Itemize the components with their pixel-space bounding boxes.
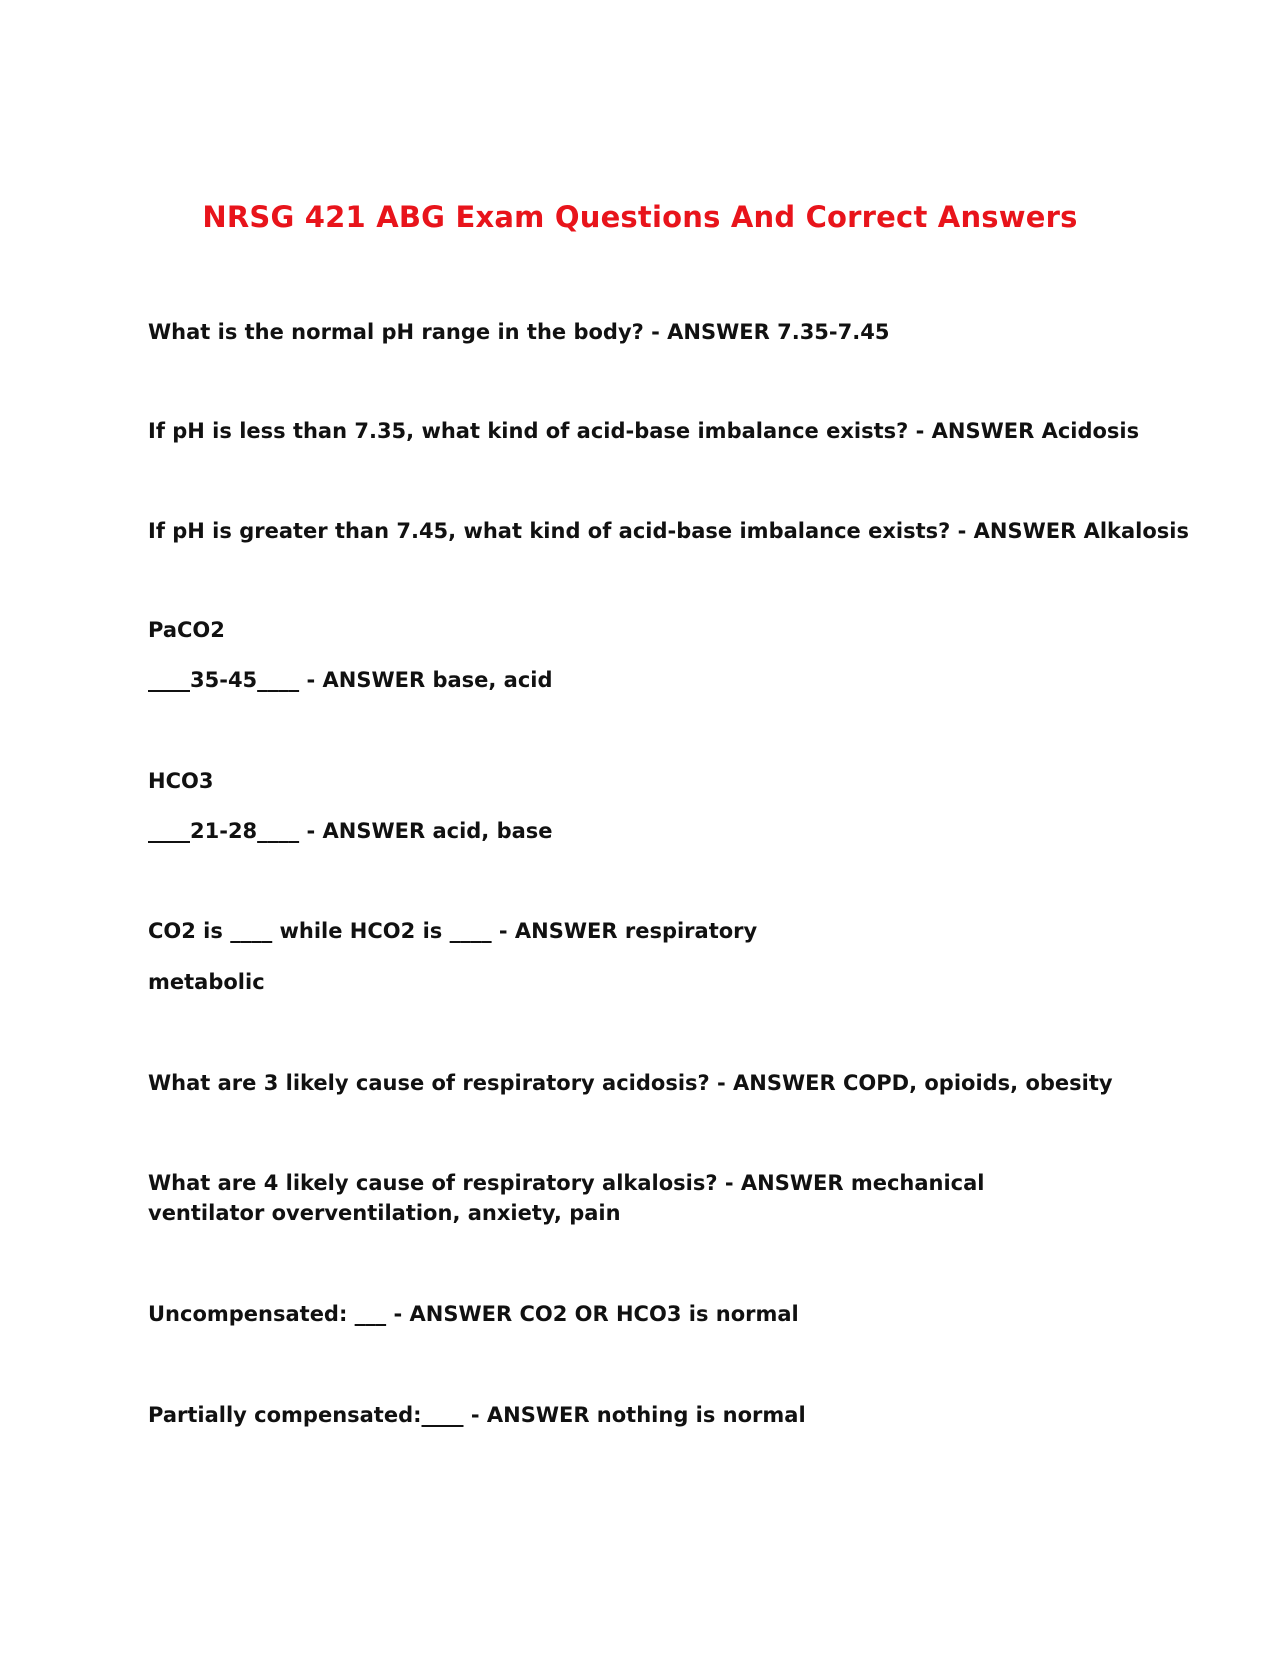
qa-item-uncompensated: Uncompensated: ___ - ANSWER CO2 OR HCO3 is normal [148, 1302, 799, 1326]
qa-item-paco2-answer: ____35-45____ - ANSWER base, acid [148, 668, 553, 692]
qa-item-resp-alkalosis-causes: What are 4 likely cause of respiratory alkalosis? - ANSWER mechanical ventilator overventilation, anxiety, pain [148, 1171, 985, 1225]
qa-item-alkalosis: If pH is greater than 7.45, what kind of acid-base imbalance exists? - ANSWER Alkalosis [148, 519, 1189, 543]
qa-item-normal-ph: What is the normal pH range in the body? - ANSWER 7.35-7.45 [148, 320, 890, 344]
qa-item-resp-acidosis-causes: What are 3 likely cause of respiratory acidosis? - ANSWER COPD, opioids, obesity [148, 1071, 1113, 1095]
qa-item-co2-hco2: CO2 is ____ while HCO2 is ____ - ANSWER respiratory [148, 919, 758, 943]
qa-item-hco3-label: HCO3 [148, 769, 214, 793]
qa-item-hco3-answer: ____21-28____ - ANSWER acid, base [148, 819, 553, 843]
document-title: NRSG 421 ABG Exam Questions And Correct Answers [202, 200, 1078, 234]
qa-item-paco2-label: PaCO2 [148, 618, 225, 642]
qa-item-partially-compensated: Partially compensated:____ - ANSWER nothing is normal [148, 1403, 806, 1427]
qa-item-co2-hco2-continued: metabolic [148, 970, 265, 994]
qa-item-acidosis: If pH is less than 7.35, what kind of acid-base imbalance exists? - ANSWER Acidosis [148, 419, 1140, 443]
